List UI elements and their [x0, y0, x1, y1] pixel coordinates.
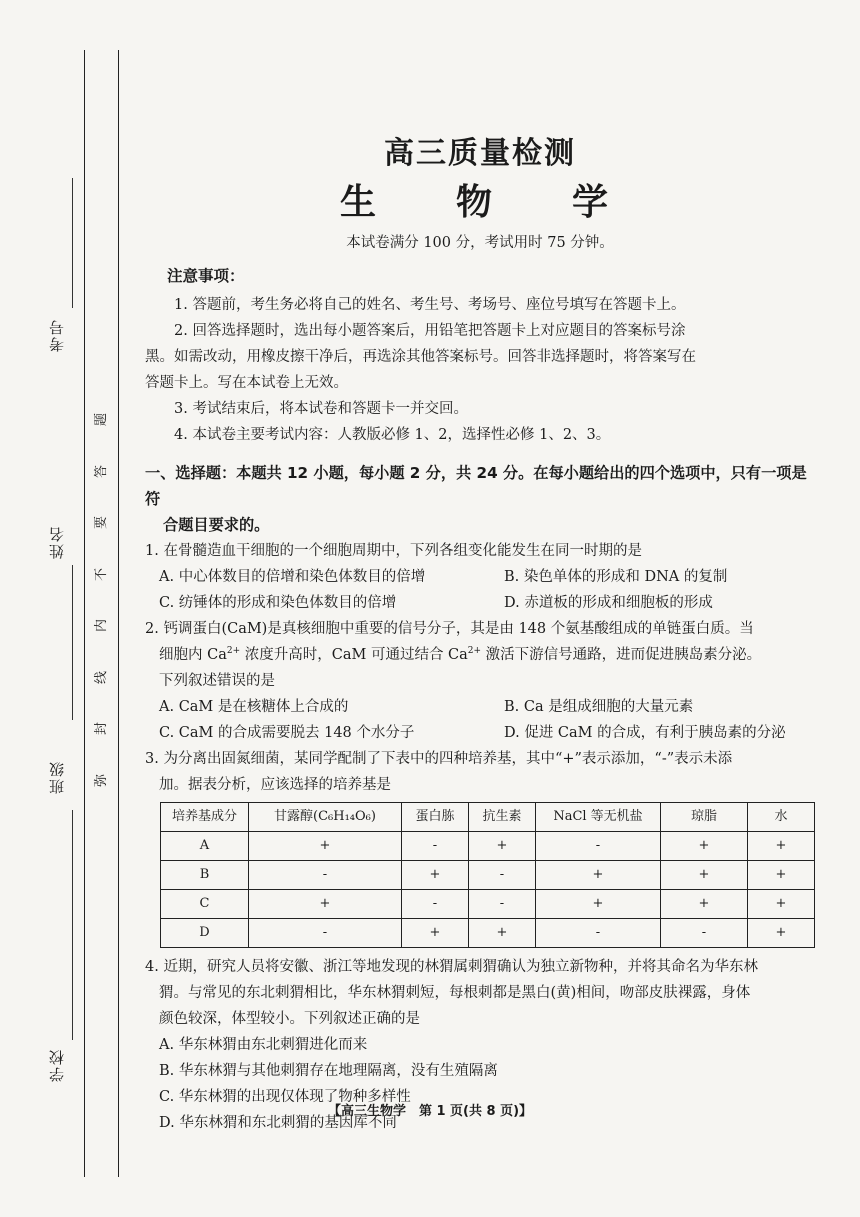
- section-heading: [145, 460, 815, 538]
- option-b[interactable]: B. 华东林猬与其他刺猬存在地理隔离，没有生殖隔离: [159, 1063, 498, 1079]
- table-cell: -: [249, 861, 402, 890]
- superscript: 2+: [226, 646, 241, 657]
- table-cell: +: [249, 832, 402, 861]
- question-2: [145, 616, 815, 746]
- table-cell: -: [536, 919, 661, 948]
- option-a[interactable]: A. 中心体数目的倍增和染色体数目的倍增: [159, 569, 426, 585]
- option-c[interactable]: C. 纺锤体的形成和染色体数目的倍增: [159, 595, 397, 611]
- stem-text: 浓度升高时，CaM 可通过结合 Ca: [240, 647, 468, 663]
- table-cell: -: [536, 832, 661, 861]
- table-row: [161, 832, 815, 861]
- notice-item: 2. 回答选择题时，选出每小题答案后，用铅笔把答题卡上对应题目的答案标号涂: [174, 323, 686, 339]
- table-header: 培养基成分: [161, 803, 249, 832]
- table-cell: D: [161, 919, 249, 948]
- notice-item: 3. 考试结束后，将本试卷和答题卡一并交回。: [174, 401, 468, 417]
- question-stem-cont: 猬。与常见的东北刺猬相比，华东林猬刺短，每根刺都是黑白(黄)相间，吻部皮肤裸露，身体: [159, 985, 751, 1001]
- notice-heading: 注意事项：: [167, 267, 245, 285]
- seal-char: 不: [94, 567, 110, 581]
- option-d[interactable]: D. 华东林猬和东北刺猬的基因库不同: [159, 1115, 397, 1131]
- question-stem-cont: 颜色较深，体型较小。下列叙述正确的是: [159, 1011, 420, 1027]
- seal-char: 弥: [94, 773, 110, 787]
- superscript: 2+: [467, 646, 482, 657]
- label-xuexiao: 学校: [48, 1048, 66, 1082]
- option-c[interactable]: C. CaM 的合成需要脱去 148 个水分子: [159, 725, 415, 741]
- question-stem-cont: 下列叙述错误的是: [159, 673, 275, 689]
- table-header-row: [161, 803, 815, 832]
- seal-char: 答: [94, 464, 110, 478]
- exam-subtitle: 本试卷满分 100 分，考试用时 75 分钟。: [346, 235, 614, 251]
- table-cell: +: [661, 832, 748, 861]
- table-cell: -: [661, 919, 748, 948]
- table-cell: +: [661, 890, 748, 919]
- main-content: [145, 128, 815, 1136]
- medium-table: [160, 802, 815, 948]
- option-a[interactable]: A. 华东林猬由东北刺猬进化而来: [159, 1037, 368, 1053]
- table-cell: +: [469, 832, 536, 861]
- exam-subject: 生 物 学: [339, 182, 630, 223]
- table-cell: -: [469, 861, 536, 890]
- seal-line-text: [89, 410, 111, 790]
- margin-line-outer: [84, 50, 85, 1177]
- page-footer: 【高三生物学 第 1 页(共 8 页)】: [327, 1104, 533, 1119]
- question-stem-cont: 加。据表分析，应该选择的培养基是: [159, 777, 391, 793]
- table-cell: +: [748, 890, 815, 919]
- label-kaohao: 考号: [48, 318, 66, 352]
- exam-title: 高三质量检测: [384, 136, 576, 171]
- section-line: 一、选择题：本题共 12 小题，每小题 2 分，共 24 分。在每小题给出的四个选项中，只有一项是符: [145, 464, 807, 508]
- question-1: [145, 538, 815, 616]
- table-row: [161, 890, 815, 919]
- table-row: [161, 919, 815, 948]
- option-c[interactable]: C. 华东林猬的出现仅体现了物种多样性: [159, 1089, 411, 1105]
- option-a[interactable]: A. CaM 是在核糖体上合成的: [159, 699, 349, 715]
- stem-text: 激活下游信号通路，进而促进胰岛素分泌。: [481, 647, 762, 663]
- section-line: 合题目要求的。: [163, 516, 270, 534]
- notice-item: 答题卡上。写在本试卷上无效。: [145, 375, 348, 391]
- kaohao-blank[interactable]: [72, 178, 73, 308]
- table-cell: -: [402, 832, 469, 861]
- table-header: 水: [748, 803, 815, 832]
- table-cell: +: [748, 861, 815, 890]
- notice-item: 4. 本试卷主要考试内容：人教版必修 1、2，选择性必修 1、2、3。: [174, 427, 611, 443]
- banji-blank[interactable]: [72, 810, 73, 1040]
- question-stem-cont: [145, 642, 815, 668]
- table-header: 甘露醇(C₆H₁₄O₆): [249, 803, 402, 832]
- table-cell: C: [161, 890, 249, 919]
- table-cell: -: [469, 890, 536, 919]
- option-d[interactable]: D. 赤道板的形成和细胞板的形成: [504, 595, 713, 611]
- table-cell: +: [661, 861, 748, 890]
- seal-char: 封: [94, 722, 110, 736]
- stem-text: 细胞内 Ca: [159, 647, 227, 663]
- notice-list: [145, 292, 815, 448]
- question-stem: 3. 为分离出固氮细菌，某同学配制了下表中的四种培养基，其中“+”表示添加，“-”表示未添: [145, 751, 733, 767]
- table-cell: A: [161, 832, 249, 861]
- label-banji: 班级: [48, 760, 66, 794]
- table-cell: +: [536, 861, 661, 890]
- table-cell: +: [748, 832, 815, 861]
- table-cell: +: [748, 919, 815, 948]
- margin-line-inner: [118, 50, 119, 1177]
- question-3: [145, 746, 815, 948]
- option-b[interactable]: B. 染色单体的形成和 DNA 的复制: [504, 569, 728, 585]
- table-cell: -: [402, 890, 469, 919]
- table-cell: +: [249, 890, 402, 919]
- table-header: 蛋白胨: [402, 803, 469, 832]
- label-xingming: 姓名: [48, 525, 66, 559]
- seal-char: 题: [94, 412, 110, 427]
- table-header: NaCl 等无机盐: [536, 803, 661, 832]
- notice-item: 黑。如需改动，用橡皮擦干净后，再选涂其他答案标号。回答非选择题时，将答案写在: [145, 349, 696, 365]
- table-cell: +: [536, 890, 661, 919]
- seal-char: 内: [94, 619, 110, 633]
- option-b[interactable]: B. Ca 是组成细胞的大量元素: [504, 699, 694, 715]
- table-cell: +: [469, 919, 536, 948]
- table-cell: -: [249, 919, 402, 948]
- table-cell: +: [402, 919, 469, 948]
- option-d[interactable]: D. 促进 CaM 的合成，有利于胰岛素的分泌: [504, 725, 786, 741]
- table-row: [161, 861, 815, 890]
- question-stem: 4. 近期，研究人员将安徽、浙江等地发现的林猬属刺猬确认为独立新物种，并将其命名为华东林: [145, 959, 758, 975]
- table-header: 抗生素: [469, 803, 536, 832]
- question-stem: 1. 在骨髓造血干细胞的一个细胞周期中，下列各组变化能发生在同一时期的是: [145, 543, 642, 559]
- question-stem: 2. 钙调蛋白(CaM)是真核细胞中重要的信号分子，其是由 148 个氨基酸组成的单链蛋白质。当: [145, 621, 754, 637]
- xingming-blank[interactable]: [72, 565, 73, 720]
- seal-char: 线: [94, 670, 110, 684]
- seal-char: 要: [94, 516, 110, 530]
- table-cell: B: [161, 861, 249, 890]
- table-header: 琼脂: [661, 803, 748, 832]
- notice-item: 1. 答题前，考生务必将自己的姓名、考生号、考场号、座位号填写在答题卡上。: [174, 297, 686, 313]
- table-cell: +: [402, 861, 469, 890]
